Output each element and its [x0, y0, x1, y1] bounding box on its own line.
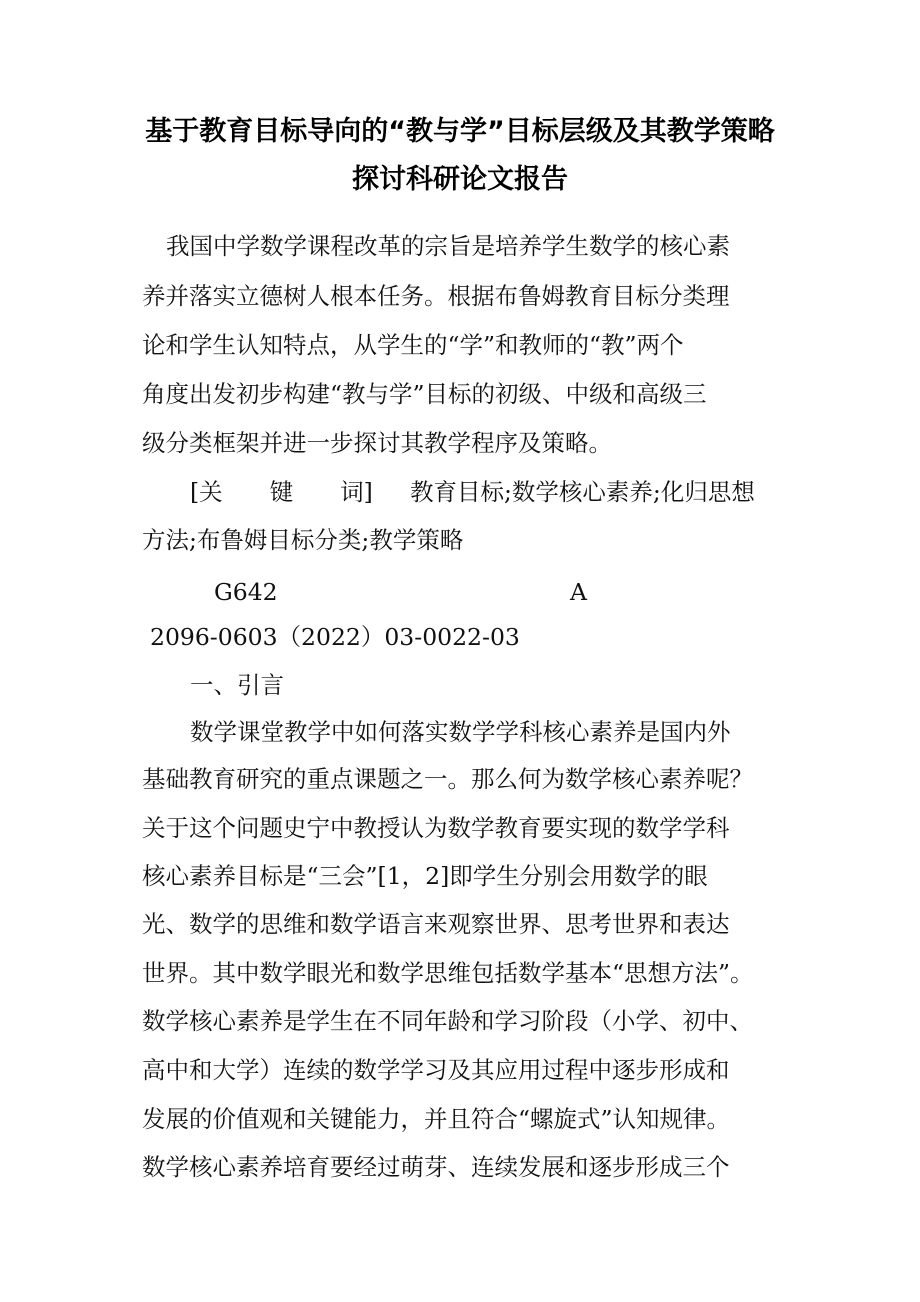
abstract-line-3: 论和学生认知特点，从学生的“学”和教师的“教”两个 [142, 331, 684, 359]
document-code: A [570, 578, 587, 606]
body-line-2: 基础教育研究的重点课题之一。那么何为数学核心素养呢？ [142, 765, 753, 793]
body-line-3: 关于这个问题史宁中教授认为数学教育要实现的数学学科 [142, 814, 730, 842]
abstract-line-5: 级分类框架并进一步探讨其教学程序及策略。 [142, 429, 612, 457]
body-line-9: 发展的价值观和关键能力，并且符合“螺旋式”认知规律。 [142, 1105, 731, 1133]
body-line-5: 光、数学的思维和数学语言来观察世界、思考世界和表达 [142, 910, 730, 938]
abstract-line-4: 角度出发初步构建“教与学”目标的初级、中级和高级三 [142, 380, 707, 408]
body-line-8: 高中和大学）连续的数学学习及其应用过程中逐步形成和 [142, 1056, 730, 1084]
keywords-label: [关 键 词] [190, 478, 373, 506]
body-line-1: 数学课堂教学中如何落实数学学科核心素养是国内外 [190, 718, 731, 746]
title-line-2: 探讨科研论文报告 [352, 164, 568, 195]
keywords-line-2: 方法;布鲁姆目标分类;教学策略 [142, 526, 464, 554]
abstract-line-1: 我国中学数学课程改革的宗旨是培养学生数学的核心素 [166, 232, 730, 260]
clc-number: G642 [214, 578, 278, 606]
body-line-6: 世界。其中数学眼光和数学思维包括数学基本“思想方法”。 [142, 959, 754, 987]
keywords-line-1: 教育目标;数学核心素养;化归思想 [410, 478, 755, 506]
body-line-10: 数学核心素养培育要经过萌芽、连续发展和逐步形成三个 [142, 1153, 730, 1181]
article-id: 2096-0603（2022）03-0022-03 [150, 623, 520, 651]
body-line-7: 数学核心素养是学生在不同年龄和学习阶段（小学、初中、 [142, 1007, 753, 1035]
section-heading: 一、引言 [190, 671, 284, 699]
abstract-line-2: 养并落实立德树人根本任务。根据布鲁姆教育目标分类理 [142, 282, 730, 310]
body-line-4: 核心素养目标是“三会”[1，2]即学生分别会用数学的眼 [142, 862, 708, 890]
title-line-1: 基于教育目标导向的“教与学”目标层级及其教学策略 [145, 116, 775, 147]
